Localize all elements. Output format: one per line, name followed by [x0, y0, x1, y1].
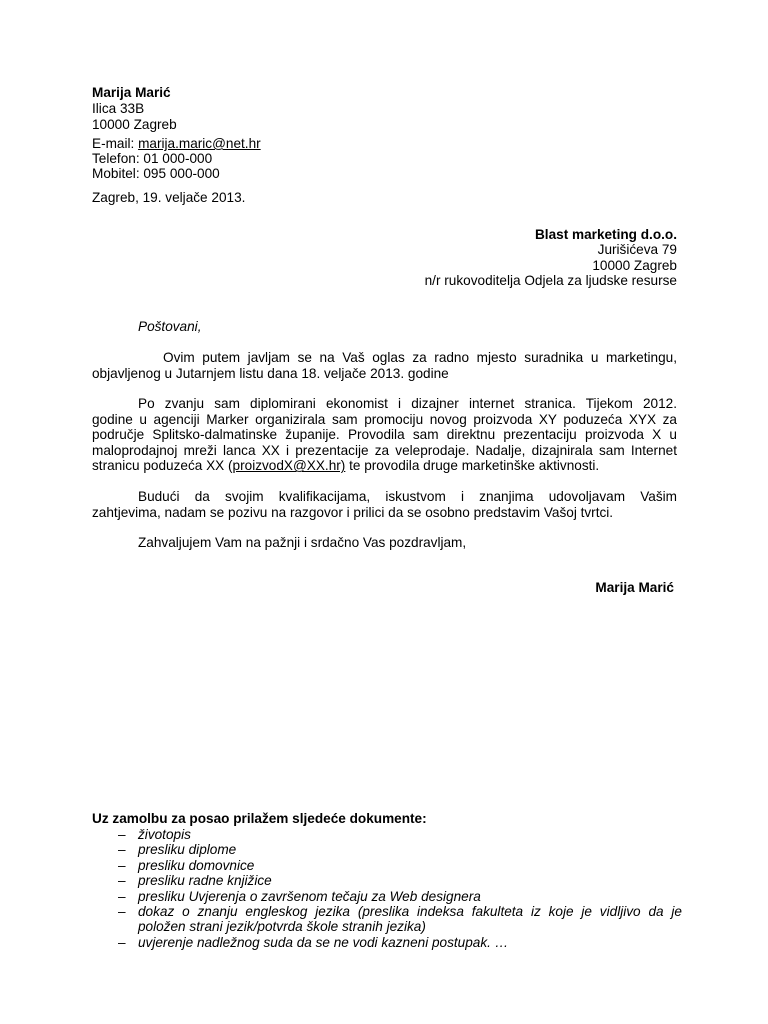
sender-email-label: E-mail:: [92, 136, 139, 151]
dash-bullet: –: [118, 842, 126, 858]
sender-email-line: [92, 136, 261, 152]
sender-mobile: Mobitel: 095 000-000: [92, 166, 220, 181]
attachment-text: presliku domovnice: [138, 857, 255, 873]
paragraph-3-line-1: Budući da svojim kvalifikacijama, iskustvom i znanjima udovoljavam Vašim: [138, 489, 677, 504]
paragraph-2-line-3: područje Splitsko-dalmatinske županije. Provodila sam direktnu prezentaciju proizvoda X u: [92, 427, 677, 443]
sender-street: Ilica 33B: [92, 101, 145, 116]
attachment-text: životopis: [138, 827, 191, 842]
sender-email-link[interactable]: marija.maric@net.hr: [138, 136, 261, 151]
sender-city: 10000 Zagreb: [92, 117, 177, 132]
attachment-item: [92, 827, 682, 842]
product-email-link[interactable]: proizvodX@XX.hr): [232, 458, 346, 474]
recipient-attention: n/r rukovoditelja Odjela za ljudske resurse: [424, 273, 677, 288]
paragraph-2-line-5: [92, 458, 677, 474]
recipient-city: 10000 Zagreb: [592, 258, 677, 273]
paragraph-3: [92, 489, 677, 520]
paragraph-3-line-2: zahtjevima, nadam se pozivu na razgovor i prilici da se osobno predstavim Vašoj tvrtci.: [92, 504, 614, 520]
recipient-street: Jurišićeva 79: [597, 242, 677, 257]
paragraph-2-line-1: Po zvanju sam diplomirani ekonomist i dizajner internet stranica. Tijekom 2012.: [138, 396, 677, 411]
attachment-text: presliku radne knjižice: [138, 873, 272, 889]
attachment-item: [92, 904, 682, 935]
dash-bullet: –: [118, 857, 126, 873]
attachments-list: [92, 827, 682, 950]
attachment-item: [92, 935, 682, 950]
attachment-text-line-1: dokaz o znanju engleskog jezika (preslika indeksa fakulteta iz koje je vidljivo da je: [138, 904, 682, 920]
recipient-company: Blast marketing d.o.o.: [534, 227, 677, 242]
attachments-title: Uz zamolbu za posao prilažem sljedeće dokumente:: [92, 811, 427, 826]
paragraph-2-line-5-start: stranicu poduzeća XX (: [92, 458, 233, 474]
paragraph-1-line-2: objavljenog u Jutarnjem listu dana 18. veljače 2013. godine: [92, 365, 449, 381]
salutation: Poštovani,: [138, 319, 202, 334]
paragraph-2: [92, 396, 677, 474]
dash-bullet: –: [118, 827, 126, 842]
dash-bullet: –: [118, 904, 126, 920]
dash-bullet: –: [118, 888, 126, 904]
paragraph-2-line-2: godine u agenciji Marker organizirala sam promociju novog proizvoda XY poduzeća XYX za: [92, 411, 677, 427]
dash-bullet: –: [118, 934, 126, 950]
closing-line: Zahvaljujem Vam na pažnji i srdačno Vas pozdravljam,: [138, 535, 467, 550]
letter-date: Zagreb, 19. veljače 2013.: [92, 190, 246, 205]
signature: Marija Marić: [595, 580, 674, 595]
attachment-item: [92, 873, 682, 888]
attachment-text: uvjerenje nadležnog suda da se ne vodi kazneni postupak. …: [138, 934, 509, 950]
paragraph-2-line-5-end: te provodila druge marketinške aktivnosti.: [345, 458, 600, 474]
sender-phone: Telefon: 01 000-000: [92, 151, 213, 166]
attachment-text-line-2: položen strani jezik/potvrda škole stranih jezika): [138, 919, 426, 935]
attachment-text: presliku diplome: [138, 842, 237, 858]
dash-bullet: –: [118, 873, 126, 889]
paragraph-2-line-4: maloprodajnoj mreži lanca XX i prezentacije za veleprodaje. Nadalje, dizajnirala sam Internet: [92, 442, 677, 458]
sender-name: Marija Marić: [92, 85, 171, 100]
attachment-item: [92, 842, 682, 857]
paragraph-1: [92, 350, 677, 381]
paragraph-1-line-1: Ovim putem javljam se na Vaš oglas za radno mjesto suradnika u marketingu,: [163, 350, 677, 365]
attachment-text: presliku Uvjerenja o završenom tečaju za Web designera: [138, 888, 481, 904]
attachment-item: [92, 889, 682, 904]
attachment-item: [92, 858, 682, 873]
